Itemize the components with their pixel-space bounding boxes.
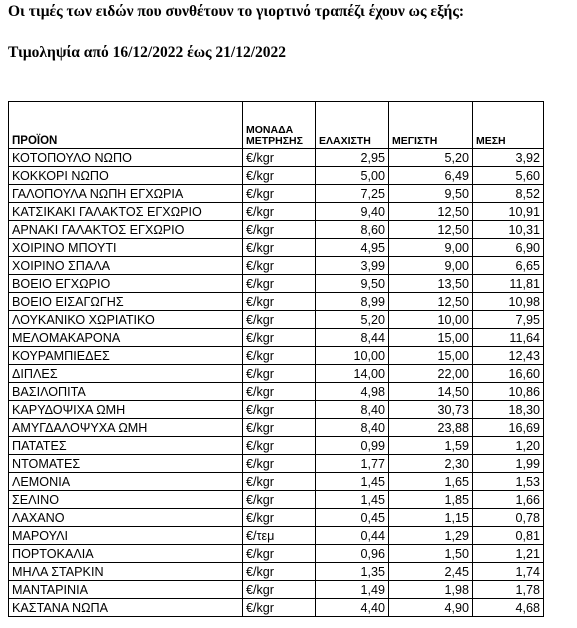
cell-min-price: 5,00 [316,167,389,185]
table-row [9,149,544,167]
cell-unit: €/kgr [243,203,316,221]
cell-product: ΚΟΚΚΟΡΙ ΝΩΠΟ [9,167,243,185]
cell-avg-price: 1,74 [473,563,544,581]
table-row [9,545,544,563]
cell-unit: €/kgr [243,473,316,491]
cell-unit: €/kgr [243,347,316,365]
cell-avg-price: 1,20 [473,437,544,455]
cell-min-price: 9,40 [316,203,389,221]
cell-min-price: 2,95 [316,149,389,167]
cell-avg-price: 16,69 [473,419,544,437]
cell-unit: €/kgr [243,383,316,401]
cell-min-price: 1,77 [316,455,389,473]
cell-unit: €/kgr [243,185,316,203]
cell-max-price: 1,98 [389,581,473,599]
cell-avg-price: 11,81 [473,275,544,293]
cell-avg-price: 1,21 [473,545,544,563]
cell-product: ΓΑΛΟΠΟΥΛΑ ΝΩΠΗ ΕΓΧΩΡΙΑ [9,185,243,203]
cell-max-price: 1,65 [389,473,473,491]
cell-unit: €/kgr [243,419,316,437]
cell-min-price: 1,45 [316,491,389,509]
cell-max-price: 30,73 [389,401,473,419]
table-row [9,581,544,599]
cell-unit: €/kgr [243,599,316,617]
cell-unit: €/kgr [243,329,316,347]
table-row [9,347,544,365]
cell-product: ΜΗΛΑ ΣΤΑΡΚΙΝ [9,563,243,581]
header-max: ΜΕΓΙΣΤΗ [389,102,473,149]
table-row [9,437,544,455]
table-row [9,185,544,203]
cell-avg-price: 1,78 [473,581,544,599]
cell-min-price: 4,95 [316,239,389,257]
cell-unit: €/kgr [243,257,316,275]
cell-unit: €/kgr [243,563,316,581]
cell-min-price: 10,00 [316,347,389,365]
header-unit: ΜΟΝΑΔΑ ΜΕΤΡΗΣΗΣ [243,102,316,149]
cell-unit: €/kgr [243,365,316,383]
cell-max-price: 10,00 [389,311,473,329]
cell-product: ΛΑΧΑΝΟ [9,509,243,527]
cell-max-price: 1,29 [389,527,473,545]
cell-max-price: 12,50 [389,203,473,221]
table-row [9,527,544,545]
table-row [9,599,544,617]
cell-unit: €/kgr [243,401,316,419]
cell-min-price: 14,00 [316,365,389,383]
cell-min-price: 8,40 [316,401,389,419]
cell-unit: €/kgr [243,221,316,239]
cell-product: ΚΟΥΡΑΜΠΙΕΔΕΣ [9,347,243,365]
cell-min-price: 0,96 [316,545,389,563]
cell-max-price: 15,00 [389,329,473,347]
cell-product: ΛΕΜΟΝΙΑ [9,473,243,491]
cell-avg-price: 7,95 [473,311,544,329]
table-row [9,419,544,437]
document-heading: Οι τιμές των ειδών που συνθέτουν το γιορτινό τραπέζι έχουν ως εξής: [8,3,465,20]
cell-product: ΝΤΟΜΑΤΕΣ [9,455,243,473]
cell-unit: €/kgr [243,275,316,293]
table-row [9,293,544,311]
table-row [9,401,544,419]
cell-avg-price: 5,60 [473,167,544,185]
table-row [9,563,544,581]
cell-avg-price: 6,65 [473,257,544,275]
cell-product: ΑΜΥΓΔΑΛΟΨΥΧΑ ΩΜΗ [9,419,243,437]
cell-avg-price: 10,31 [473,221,544,239]
cell-avg-price: 1,53 [473,473,544,491]
table-row [9,365,544,383]
cell-unit: €/kgr [243,167,316,185]
cell-min-price: 8,60 [316,221,389,239]
table-row [9,509,544,527]
cell-product: ΣΕΛΙΝΟ [9,491,243,509]
cell-max-price: 5,20 [389,149,473,167]
cell-unit: €/kgr [243,311,316,329]
cell-avg-price: 0,81 [473,527,544,545]
cell-min-price: 0,99 [316,437,389,455]
cell-avg-price: 12,43 [473,347,544,365]
cell-product: ΜΕΛΟΜΑΚΑΡΟΝΑ [9,329,243,347]
cell-min-price: 1,35 [316,563,389,581]
table-header-row [9,102,544,149]
cell-min-price: 9,50 [316,275,389,293]
table-row [9,383,544,401]
cell-unit: €/kgr [243,239,316,257]
cell-product: ΚΑΤΣΙΚΑΚΙ ΓΑΛΑΚΤΟΣ ΕΓΧΩΡΙΟ [9,203,243,221]
cell-avg-price: 4,68 [473,599,544,617]
table-row [9,221,544,239]
table-row [9,473,544,491]
cell-product: ΛΟΥΚΑΝΙΚΟ ΧΩΡΙΑΤΙΚΟ [9,311,243,329]
cell-max-price: 6,49 [389,167,473,185]
table-body [9,149,544,617]
table-row [9,239,544,257]
cell-max-price: 14,50 [389,383,473,401]
cell-avg-price: 3,92 [473,149,544,167]
table-row [9,203,544,221]
cell-min-price: 4,40 [316,599,389,617]
cell-product: ΧΟΙΡΙΝΟ ΜΠΟΥΤΙ [9,239,243,257]
cell-product: ΜΑΝΤΑΡΙΝΙΑ [9,581,243,599]
cell-min-price: 3,99 [316,257,389,275]
cell-unit: €/kgr [243,509,316,527]
cell-max-price: 9,00 [389,239,473,257]
cell-max-price: 22,00 [389,365,473,383]
cell-max-price: 15,00 [389,347,473,365]
cell-avg-price: 11,64 [473,329,544,347]
cell-min-price: 4,98 [316,383,389,401]
cell-unit: €/τεμ [243,527,316,545]
table-row [9,455,544,473]
cell-unit: €/kgr [243,491,316,509]
cell-max-price: 1,50 [389,545,473,563]
cell-product: ΑΡΝΑΚΙ ΓΑΛΑΚΤΟΣ ΕΓΧΩΡΙΟ [9,221,243,239]
table-row [9,167,544,185]
cell-product: ΠΑΤΑΤΕΣ [9,437,243,455]
cell-max-price: 1,85 [389,491,473,509]
table-row [9,257,544,275]
header-avg: ΜΕΣΗ [473,102,544,149]
cell-max-price: 2,45 [389,563,473,581]
cell-unit: €/kgr [243,149,316,167]
table-row [9,275,544,293]
cell-unit: €/kgr [243,545,316,563]
cell-product: ΒΑΣΙΛΟΠΙΤΑ [9,383,243,401]
cell-avg-price: 10,98 [473,293,544,311]
cell-max-price: 4,90 [389,599,473,617]
table-row [9,491,544,509]
cell-max-price: 12,50 [389,293,473,311]
cell-max-price: 1,59 [389,437,473,455]
cell-unit: €/kgr [243,437,316,455]
cell-avg-price: 8,52 [473,185,544,203]
cell-min-price: 8,99 [316,293,389,311]
cell-min-price: 5,20 [316,311,389,329]
cell-unit: €/kgr [243,455,316,473]
cell-max-price: 2,30 [389,455,473,473]
cell-min-price: 1,45 [316,473,389,491]
table-row [9,329,544,347]
cell-min-price: 7,25 [316,185,389,203]
cell-min-price: 0,45 [316,509,389,527]
cell-product: ΒΟΕΙΟ ΕΓΧΩΡΙΟ [9,275,243,293]
table-row [9,311,544,329]
cell-avg-price: 6,90 [473,239,544,257]
price-survey-period: Τιμοληψία από 16/12/2022 έως 21/12/2022 [8,44,287,61]
cell-unit: €/kgr [243,581,316,599]
cell-max-price: 9,00 [389,257,473,275]
header-min: ΕΛΑΧΙΣΤΗ [316,102,389,149]
cell-product: ΧΟΙΡΙΝΟ ΣΠΑΛΑ [9,257,243,275]
cell-product: ΔΙΠΛΕΣ [9,365,243,383]
cell-max-price: 9,50 [389,185,473,203]
cell-max-price: 1,15 [389,509,473,527]
cell-max-price: 23,88 [389,419,473,437]
cell-min-price: 0,44 [316,527,389,545]
cell-product: ΚΟΤΟΠΟΥΛΟ ΝΩΠΟ [9,149,243,167]
cell-max-price: 13,50 [389,275,473,293]
cell-product: ΜΑΡΟΥΛΙ [9,527,243,545]
cell-product: ΚΑΣΤΑΝΑ ΝΩΠΑ [9,599,243,617]
cell-product: ΠΟΡΤΟΚΑΛΙΑ [9,545,243,563]
price-table [8,101,544,617]
cell-avg-price: 10,86 [473,383,544,401]
cell-avg-price: 1,99 [473,455,544,473]
header-product: ΠΡΟΪΟΝ [9,102,243,149]
cell-min-price: 8,40 [316,419,389,437]
cell-avg-price: 0,78 [473,509,544,527]
cell-product: ΚΑΡΥΔΟΨΙΧΑ ΩΜΗ [9,401,243,419]
cell-avg-price: 10,91 [473,203,544,221]
cell-avg-price: 18,30 [473,401,544,419]
cell-avg-price: 1,66 [473,491,544,509]
cell-min-price: 1,49 [316,581,389,599]
cell-product: ΒΟΕΙΟ ΕΙΣΑΓΩΓΗΣ [9,293,243,311]
cell-avg-price: 16,60 [473,365,544,383]
cell-max-price: 12,50 [389,221,473,239]
cell-unit: €/kgr [243,293,316,311]
cell-min-price: 8,44 [316,329,389,347]
